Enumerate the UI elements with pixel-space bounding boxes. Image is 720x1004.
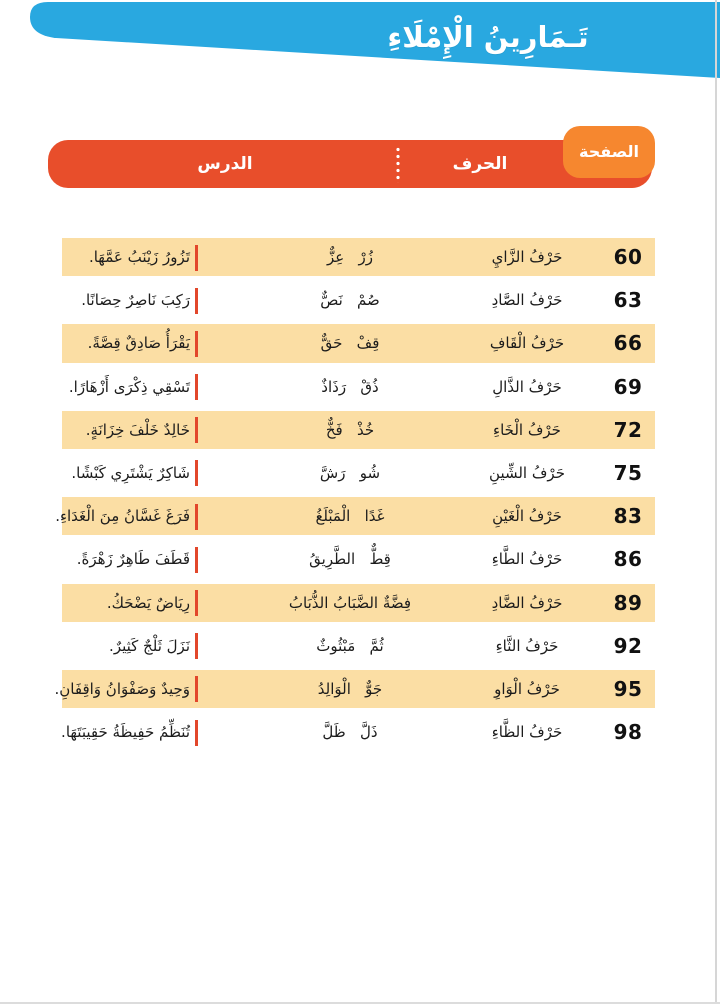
column-header-letter: الحرف	[452, 154, 508, 174]
red-separator-tick	[195, 633, 198, 659]
page-number: 98	[613, 720, 643, 745]
table-row	[0, 452, 720, 495]
table-row	[0, 236, 720, 279]
lesson-words: شُو رَشَّ	[319, 463, 381, 482]
lesson-sentence: تَسْقِي ذِكْرَى أَزْهَارًا.	[68, 377, 190, 396]
table-row	[0, 409, 720, 452]
letter-name: حَرْفُ الْوَاوِ	[494, 679, 560, 698]
red-separator-tick	[195, 460, 198, 486]
lesson-words: ثُمَّ مَبْثُوثٌ	[316, 636, 384, 655]
letter-name: حَرْفُ الظَّاءِ	[491, 723, 563, 742]
dotted-divider	[396, 147, 400, 183]
letter-name: حَرْفُ الثَّاءِ	[495, 636, 559, 655]
lesson-words: خُذْ فَخٌّ	[325, 420, 375, 439]
column-header-lesson: الدرس	[197, 154, 253, 174]
lesson-sentence: رَكِبَ نَاصِرٌ حِصَانًا.	[81, 291, 190, 310]
lesson-sentence: شَاكِرٌ يَشْتَرِي كَبْشًا.	[71, 463, 190, 482]
table-row	[0, 668, 720, 711]
lesson-sentence: فَرَغَ غَسَّانُ مِنَ الْغَدَاءِ.	[55, 507, 190, 526]
letter-name: حَرْفُ الطَّاءِ	[491, 550, 563, 569]
page-number: 63	[613, 288, 643, 313]
lesson-words: فِضَّةٌ الضَّبَابُ الذُّبَابُ	[288, 593, 412, 612]
red-separator-tick	[195, 417, 198, 443]
page-number: 60	[613, 245, 643, 269]
lesson-sentence: رِيَاضٌ يَضْحَكُ.	[106, 593, 190, 612]
column-header-page: الصفحة	[563, 126, 655, 178]
red-separator-tick	[195, 374, 198, 400]
page-number: 83	[613, 504, 643, 529]
page-number: 69	[613, 374, 643, 399]
lesson-sentence: تُنَظِّمُ حَفِيظَةُ حَقِيبَتَهَا.	[61, 723, 190, 742]
red-separator-tick	[195, 590, 198, 616]
letter-name: حَرْفُ الْخَاءِ	[493, 420, 561, 439]
table-row	[0, 366, 720, 409]
lesson-words: قِطٌّ الطَّرِيقُ	[309, 550, 391, 569]
lesson-words: ذُقْ رَذَاذٌ	[321, 377, 379, 396]
letter-name: حَرْفُ الذَّالِ	[492, 377, 562, 396]
table-row	[0, 495, 720, 538]
toc-table-body	[0, 236, 720, 754]
lesson-sentence: خَالِدٌ خَلْفَ خِزَانَةٍ.	[85, 420, 190, 439]
red-separator-tick	[195, 245, 198, 271]
red-separator-tick	[195, 547, 198, 573]
letter-name: حَرْفُ الشِّينِ	[489, 463, 565, 482]
lesson-sentence: وَحِيدٌ وَصَفْوَانُ وَاقِفَانِ.	[54, 679, 190, 698]
lesson-sentence: تَزُورُ زَيْنَبُ عَمَّهَا.	[88, 248, 190, 266]
page-number: 95	[613, 676, 643, 701]
lesson-words: صُمْ نَصٌّ	[320, 291, 380, 310]
lesson-words: ذَلَّ ظَلَّ	[322, 723, 378, 742]
page-number: 75	[613, 460, 643, 485]
lesson-sentence: يَقْرَأُ صَادِقٌ قِصَّةً.	[87, 334, 190, 353]
table-row	[0, 322, 720, 365]
red-separator-tick	[195, 720, 198, 746]
lesson-sentence: نَزَلَ ثَلْجٌ كَثِيرٌ.	[109, 636, 190, 655]
letter-name: حَرْفُ الْغَيْنِ	[492, 507, 562, 526]
lesson-words: جَوٌّ الْوَالِدُ	[317, 679, 383, 698]
letter-name: حَرْفُ الزَّايِ	[491, 248, 563, 266]
letter-name: حَرْفُ الصَّادِ	[491, 291, 563, 310]
table-row	[0, 582, 720, 625]
page-number: 89	[613, 590, 643, 615]
page-title: تَـمَارِينُ الْإِمْلَاءِ	[387, 20, 589, 54]
page-number: 86	[613, 547, 643, 572]
page-number: 92	[613, 633, 643, 658]
lesson-words: زُرْ عِزٌّ	[326, 248, 374, 266]
table-row	[0, 538, 720, 581]
table-row	[0, 279, 720, 322]
letter-name: حَرْفُ الضَّادِ	[491, 593, 563, 612]
red-separator-tick	[195, 331, 198, 357]
page-number: 72	[613, 417, 643, 442]
table-row	[0, 711, 720, 754]
letter-name: حَرْفُ الْقَافِ	[489, 334, 565, 353]
lesson-words: غَدًا الْمَبْلَغُ	[315, 507, 385, 526]
banner-shape	[0, 0, 720, 100]
red-separator-tick	[195, 288, 198, 314]
lesson-sentence: قَطَفَ طَاهِرٌ زَهْرَةً.	[76, 550, 190, 569]
page-number: 66	[613, 331, 643, 356]
red-separator-tick	[195, 676, 198, 702]
table-row	[0, 625, 720, 668]
table-header-bar	[48, 140, 652, 188]
red-separator-tick	[195, 504, 198, 530]
page-edge-right	[715, 0, 717, 1004]
lesson-words: قِفْ حَقٌّ	[320, 334, 380, 353]
